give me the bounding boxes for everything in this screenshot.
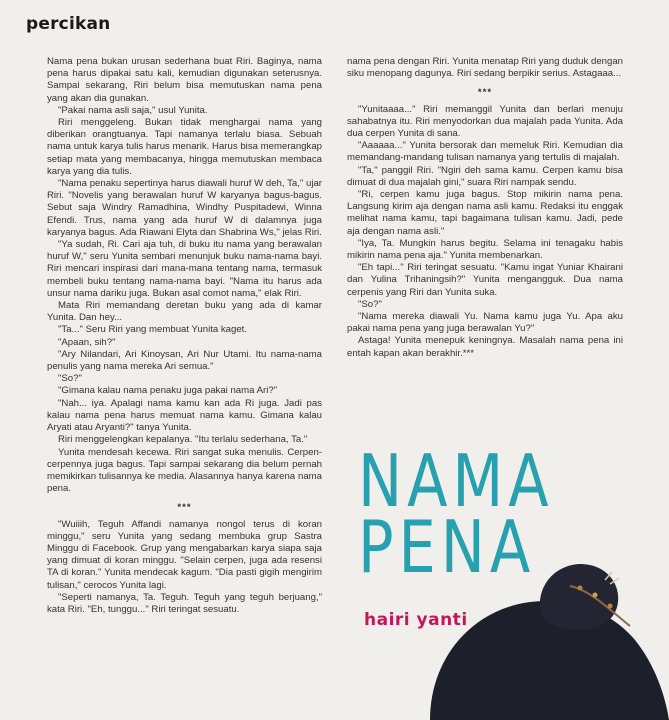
section-label: percikan [26,14,111,34]
title-line-1: NAMA [358,439,554,523]
hair-bun [540,564,618,630]
girl-hair-illustration [420,550,669,720]
paragraph: "Wuiiih, Teguh Affandi namanya nongol terus di koran minggu," seru Yunita yang sedang membuka grup Sastra Minggu di Facebook. Grup yang mengabarkan karya siapa saja yang dimuat di koran minggu. "Selain cerpen, juga ada resensi TA di koran." Yunita mendecak kagum. "Dia pasti gigih mengirim tulisan," cerocos Yunita lagi. [47,518,322,591]
paragraph: Riri menggelengkan kepalanya. "Itu terlalu sederhana, Ta." [58,434,308,446]
scene-separator: *** [177,502,192,514]
paragraph: "So?" [358,298,382,310]
paragraph: "Gimana kalau nama penaku juga pakai nama Ari?" [58,385,278,397]
bead [608,604,613,609]
paragraph: "Ary Nilandari, Ari Kinoysan, Ari Nur Utami. Itu nama-nama penulis yang nama mereka Ari semua." [47,348,322,373]
paragraph: "So?" [58,373,82,385]
paragraph: "Nama penaku sepertinya harus diawali huruf W deh, Ta," ujar Riri. "Novelis yang berawalan huruf W karyanya bagus-bagus. Sebut saja Windry Ramadhina, Windhy Puspitadewi, Winna Efendi. Trus, nama yang ada huruf W di dalamnya juga karyanya bagus. Ada Riawani Elyta dan Shabrina Ws," jelas Riri. [47,178,322,238]
bead [578,586,583,591]
paragraph: "Nah... iya. Apalagi nama kamu kan ada Ri juga. Jadi pas kalau nama pena harus memuat nama kamu. Gimana kalau Aryati atau Aryanti?" tanya Yunita. [47,397,322,434]
paragraph: Astaga! Yunita menepuk keningnya. Masalah nama pena ini entah kapan akan berakhir.*** [347,335,623,359]
paragraph: "Eh tapi..." Riri teringat sesuatu. "Kamu ingat Yuniar Khairani dan Yulina Trihaningsih?" Yunita mengangguk. Dua nama cerpenis yang Riri dan Yunita suka. [347,262,623,298]
paragraph: "Apaan, sih?" [58,336,116,348]
paragraph: Riri menggeleng. Bukan tidak menghargai nama yang diberikan orangtuanya. Tapi namanya terlalu biasa. Sebuah nama untuk karya tulis harus menarik. Harus bisa memerangkap setiap mata yang membacanya, hingga memutuskan membaca karya yang dia tulis. [47,117,322,177]
paragraph: Mata Riri memandang deretan buku yang ada di kamar Yunita. Dan hey... [47,300,322,324]
author-name: hairi yanti [364,610,468,630]
bead [593,593,598,598]
paragraph: "Nama mereka diawali Yu. Nama kamu juga Yu. Apa aku pakai nama pena yang juga berawalan Yu?" [347,311,623,335]
article-column-right [347,56,623,360]
scene-separator: *** [477,87,493,99]
paragraph: "Yunitaaaa..." Riri memanggil Yunita dan berlari menuju sahabatnya itu. Riri menyodorkan dua majalah pada Yunita. Ada dua cerpen Yunita di sana. [347,103,623,140]
paragraph: "Aaaaaa..." Yunita bersorak dan memeluk Riri. Kemudian dia memandang-mandang tulisan namanya yang tertulis di majalah. [347,140,623,164]
paragraph: "Seperti namanya, Ta. Teguh. Teguh yang teguh berjuang," kata Riri. "Eh, tunggu..." Riri teringat sesuatu. [47,591,322,615]
article-column-left [47,56,322,616]
paragraph: "Ta," panggil Riri. "Ngiri deh sama kamu. Cerpen kamu bisa dimuat di dua majalah gini," suara Riri nampak sendu. [347,164,623,188]
paragraph: Nama pena bukan urusan sederhana buat Riri. Baginya, nama pena harus dipakai satu kali, kemudian digunakan seterusnya. Sampai sekarang, Riri belum bisa memutuskan nama pena yang akan dia gunakan. [47,56,322,104]
paragraph: "Pakai nama asli saja," usul Yunita. [58,104,208,116]
paragraph: Yunita mendesah kecewa. Riri sangat suka menulis. Cerpen-cerpennya juga bagus. Tapi sampai sekarang dia belum pernah memikirkan tulisannya ke media. Alasannya hanya karena nama pena. [47,446,322,495]
paragraph: "Iya, Ta. Mungkin harus begitu. Selama ini tenagaku habis mikirin nama pena aja." Yunita membenarkan. [347,237,623,262]
paragraph: "Ya sudah, Ri. Cari aja tuh, di buku itu nama yang berawalan huruf W," seru Yunita sembari menunjuk buku nama-nama bayi. Riri mencari inspirasi dari mana-mana tentang nama, termasuk membeli buku tentang nama-nama bayi. "Nama itu harus ada unsur nama dariku juga. Bukan asal comot nama," elak Riri. [47,239,322,299]
paragraph: "Ri, cerpen kamu juga bagus. Stop mikirin nama pena. Langsung kirim aja dengan nama asli kamu. Redaksi itu enggak melihat nama kamu, tapi bagaimana tulisan kamu. Jadi, pede aja dengan nama asli." [347,189,623,237]
paragraph: nama pena dengan Riri. Yunita menatap Riri yang duduk dengan siku menopang dagunya. Riri sedang berpikir serius. Astagaaa... [347,56,623,80]
title-line-2: PENA [358,505,536,589]
paragraph: "Ta..." Seru Riri yang membuat Yunita kaget. [58,324,248,336]
